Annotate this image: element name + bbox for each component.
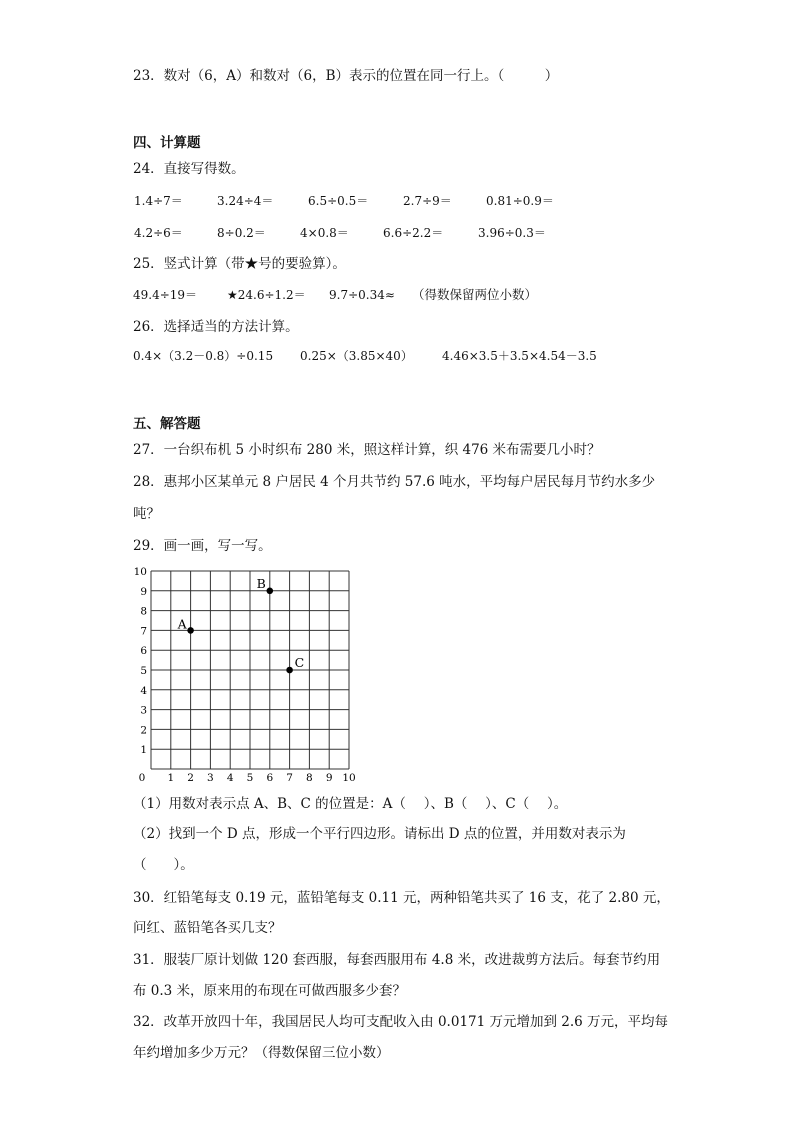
y-tick-label: 5 — [140, 665, 147, 677]
y-tick-label: 4 — [140, 684, 147, 697]
section-heading-solve: 五、解答题 — [133, 416, 201, 432]
calc-item: 49.4÷19＝ — [133, 288, 198, 302]
question-29-part1: （1）用数对表示点 A、B、C 的位置是：A（ ）、B（ ）、C（ ）。 — [133, 796, 568, 812]
calc-item: 4.46×3.5＋3.5×4.54－3.5 — [442, 349, 597, 363]
y-tick-label: 6 — [140, 645, 147, 658]
x-tick-label: 7 — [286, 772, 293, 784]
x-tick-label: 2 — [187, 772, 194, 784]
point-label-a: A — [177, 616, 187, 632]
question-29-part2-line2: （ ）。 — [133, 857, 194, 873]
y-tick-label: 9 — [140, 585, 147, 598]
y-tick-label: 10 — [133, 566, 147, 578]
calc-item: 0.25×（3.85×40） — [300, 349, 413, 363]
point-c — [286, 667, 293, 674]
calc-item: 0.4×（3.2－0.8）÷0.15 — [133, 349, 274, 363]
question-30-line2: 问红、蓝铅笔各买几支？ — [133, 920, 282, 936]
point-a — [187, 627, 194, 634]
y-tick-label: 2 — [140, 724, 147, 737]
question-26: 26．选择适当的方法计算。 — [133, 319, 299, 335]
calc-item: 8÷0.2＝ — [217, 226, 266, 240]
section-heading-calc: 四、计算题 — [133, 135, 201, 151]
x-tick-label: 0 — [138, 772, 146, 784]
point-label-c: C — [294, 655, 305, 670]
calc-item: 4×0.8＝ — [300, 226, 349, 240]
calc-item: 1.4÷7＝ — [134, 194, 183, 208]
question-29: 29．画一画，写一写。 — [133, 538, 272, 554]
calc-item: 6.6÷2.2＝ — [383, 226, 444, 240]
calc-note: （得数保留两位小数） — [412, 287, 538, 302]
x-tick-label: 10 — [342, 772, 356, 784]
y-tick-label: 8 — [140, 605, 147, 618]
calc-item: 2.7÷9＝ — [403, 194, 452, 208]
y-tick-label: 7 — [140, 625, 147, 638]
calc-item: ★24.6÷1.2＝ — [227, 288, 306, 302]
question-32-line1: 32．改革开放四十年，我国居民人均可支配收入由 0.0171 万元增加到 2.6 万元，平均每 — [133, 1014, 669, 1030]
calc-item: 3.96÷0.3＝ — [478, 226, 546, 240]
calc-item: 9.7÷0.34≈ — [329, 288, 395, 302]
question-25: 25．竖式计算（带★号的要验算）。 — [133, 256, 346, 272]
x-tick-label: 6 — [266, 772, 274, 784]
coordinate-grid — [133, 562, 363, 787]
point-label-b: B — [256, 575, 266, 591]
x-tick-label: 8 — [306, 772, 313, 784]
question-24: 24．直接写得数。 — [133, 161, 245, 177]
point-b — [267, 588, 274, 595]
question-32-line2: 年约增加多少万元？（得数保留三位小数） — [133, 1045, 390, 1061]
y-tick-label: 1 — [140, 744, 147, 757]
calc-item: 0.81÷0.9＝ — [486, 194, 554, 208]
question-23: 23．数对（6，A）和数对（6，B）表示的位置在同一行上。（ ） — [133, 68, 559, 84]
question-28-line2: 吨？ — [133, 506, 160, 522]
x-tick-label: 3 — [207, 772, 214, 784]
x-tick-label: 9 — [325, 772, 333, 784]
question-31-line2: 布 0.3 米，原来用的布现在可做西服多少套？ — [133, 983, 407, 999]
question-31-line1: 31．服装厂原计划做 120 套西服，每套西服用布 4.8 米，改进裁剪方法后。每套节约用 — [133, 952, 661, 968]
x-tick-label: 1 — [167, 772, 175, 784]
calc-item: 6.5÷0.5＝ — [308, 194, 369, 208]
question-27: 27．一台织布机 5 小时织布 280 米，照这样计算，织 476 米布需要几小时？ — [133, 442, 601, 458]
x-tick-label: 5 — [246, 772, 254, 784]
question-29-part2-line1: （2）找到一个 D 点，形成一个平行四边形。请标出 D 点的位置，并用数对表示为 — [133, 826, 626, 842]
calc-item: 4.2÷6＝ — [134, 226, 183, 240]
y-tick-label: 3 — [140, 704, 147, 717]
calc-item: 3.24÷4＝ — [217, 194, 274, 208]
question-30-line1: 30．红铅笔每支 0.19 元，蓝铅笔每支 0.11 元，两种铅笔共买了 16 支，花了 2.80 元， — [133, 890, 670, 906]
question-28-line1: 28．惠邦小区某单元 8 户居民 4 个月共节约 57.6 吨水，平均每户居民每月节约水多少 — [133, 474, 656, 490]
x-tick-label: 4 — [226, 772, 234, 784]
